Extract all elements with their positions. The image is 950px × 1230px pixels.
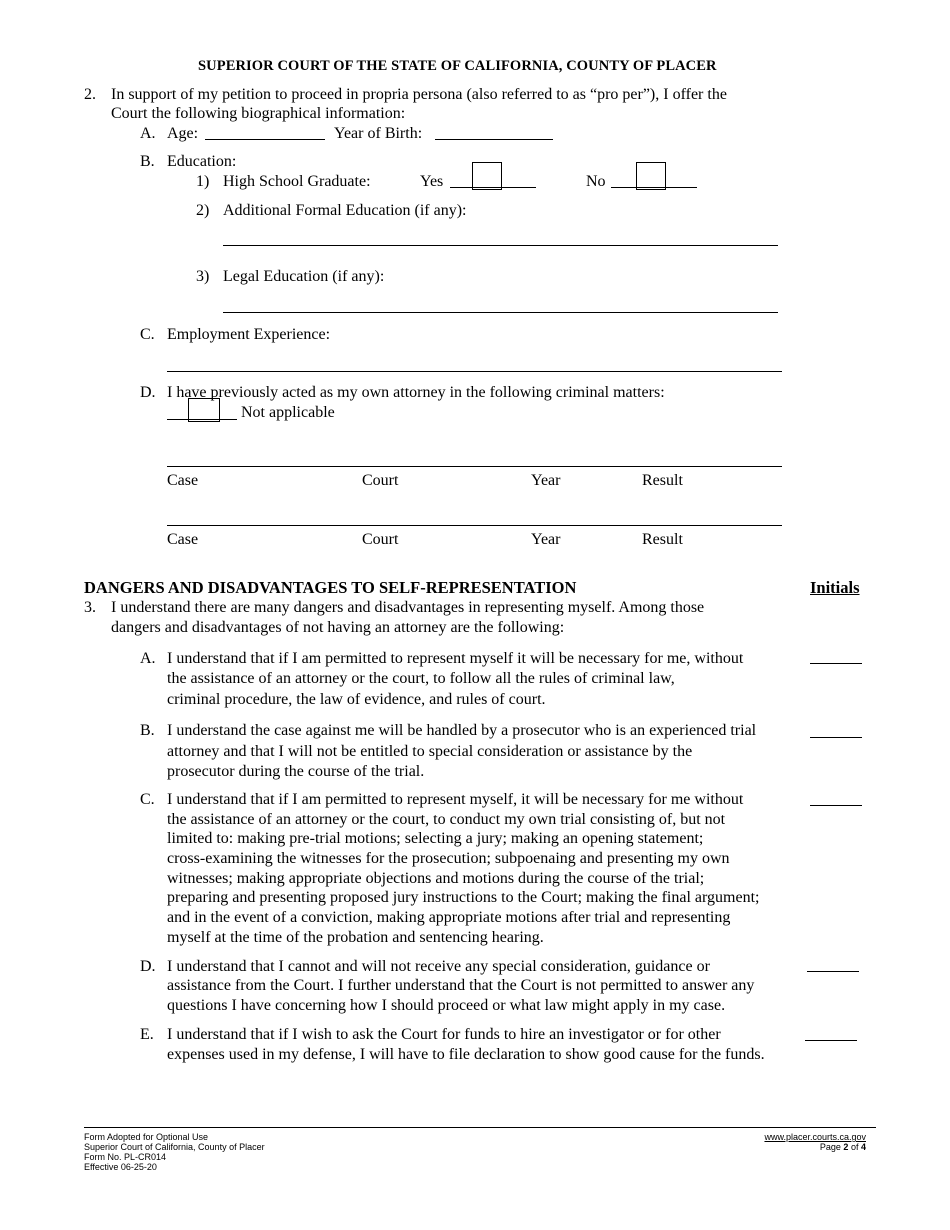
- matter-row-2-year: Year: [531, 531, 561, 548]
- matter-row-2-court: Court: [362, 531, 399, 548]
- initials-heading: Initials: [810, 578, 860, 597]
- danger-d-line2: assistance from the Court. I further understand that the Court is not permitted to answer any: [167, 977, 755, 994]
- danger-c-line6: preparing and presenting proposed jury instructions to the Court; making the final argument;: [167, 889, 760, 906]
- danger-d-line3: questions I have concerning how I should proceed or what law might apply in my case.: [167, 997, 726, 1014]
- item-2-number: 2.: [84, 86, 96, 103]
- footer-line-4: Effective 06-25-20: [84, 1162, 157, 1172]
- year-of-birth-label: Year of Birth:: [334, 125, 423, 142]
- not-applicable-checkbox[interactable]: [188, 398, 220, 422]
- footer-line-2: Superior Court of California, County of Placer: [84, 1142, 265, 1152]
- danger-b-line3: prosecutor during the course of the trial.: [167, 763, 425, 780]
- page-indicator: [820, 1142, 866, 1152]
- danger-a-line2: the assistance of an attorney or the court, to follow all the rules of criminal law,: [167, 670, 675, 687]
- formal-education-label: Additional Formal Education (if any):: [223, 202, 467, 219]
- legal-education-number: 3): [196, 268, 210, 285]
- employment-field[interactable]: [167, 371, 782, 372]
- matter-row-2-line[interactable]: [167, 525, 782, 526]
- matter-row-1-year: Year: [531, 472, 561, 489]
- danger-b-letter: B.: [140, 722, 155, 739]
- matter-row-1-line[interactable]: [167, 466, 782, 467]
- danger-a-line1: I understand that if I am permitted to represent myself it will be necessary for me, without: [167, 650, 744, 667]
- danger-d-letter: D.: [140, 958, 156, 975]
- matter-row-1-result: Result: [642, 472, 683, 489]
- legal-education-label: Legal Education (if any):: [223, 268, 385, 285]
- danger-a-line3: criminal procedure, the law of evidence, and rules of court.: [167, 691, 546, 708]
- danger-c-line2: the assistance of an attorney or the court, to conduct my own trial consisting of, but not: [167, 811, 726, 828]
- prior-matters-label: I have previously acted as my own attorney in the following criminal matters:: [167, 384, 665, 401]
- page-total: 4: [860, 1142, 866, 1152]
- item-2d-letter: D.: [140, 384, 156, 401]
- initials-a-field[interactable]: [810, 663, 862, 664]
- hs-no-checkbox[interactable]: [636, 162, 666, 190]
- danger-c-line7: and in the event of a conviction, making appropriate motions after trial and representing: [167, 909, 731, 926]
- legal-education-field[interactable]: [223, 312, 778, 313]
- footer-line-1: Form Adopted for Optional Use: [84, 1132, 209, 1142]
- danger-a-letter: A.: [140, 650, 156, 667]
- dangers-heading: DANGERS AND DISADVANTAGES TO SELF-REPRESENTATION: [84, 578, 577, 597]
- danger-c-line4: cross-examining the witnesses for the prosecution; subpoenaing and presenting my own: [167, 850, 730, 867]
- page-number: 2: [843, 1142, 849, 1152]
- age-field[interactable]: [205, 139, 325, 140]
- danger-b-line2: attorney and that I will not be entitled to special consideration or assistance by the: [167, 743, 693, 760]
- item-3-number: 3.: [84, 599, 96, 616]
- formal-education-number: 2): [196, 202, 210, 219]
- footer-line-3: Form No. PL-CR014: [84, 1152, 167, 1162]
- court-title: SUPERIOR COURT OF THE STATE OF CALIFORNIA, COUNTY OF PLACER: [198, 58, 717, 74]
- danger-b-line1: I understand the case against me will be handled by a prosecutor who is an experienced trial: [167, 722, 757, 739]
- matter-row-1-case: Case: [167, 472, 199, 489]
- year-of-birth-field[interactable]: [435, 139, 553, 140]
- education-label: Education:: [167, 153, 237, 170]
- item-3-intro-line1: I understand there are many dangers and disadvantages in representing myself. Among those: [111, 599, 705, 616]
- matter-row-2-case: Case: [167, 531, 199, 548]
- page-prefix: Page: [819, 1142, 841, 1152]
- age-label: Age:: [167, 125, 199, 142]
- court-website-link[interactable]: www.placer.courts.ca.gov: [764, 1132, 866, 1142]
- matter-row-2-result: Result: [642, 531, 683, 548]
- danger-d-line1: I understand that I cannot and will not receive any special consideration, guidance or: [167, 958, 710, 975]
- initials-c-field[interactable]: [810, 805, 862, 806]
- footer-rule: [84, 1127, 876, 1128]
- hs-graduate-number: 1): [196, 173, 210, 190]
- employment-label: Employment Experience:: [167, 326, 331, 343]
- formal-education-field[interactable]: [223, 245, 778, 246]
- danger-c-line5: witnesses; making appropriate objections and motions during the course of the trial;: [167, 870, 705, 887]
- item-2a-letter: A.: [140, 125, 156, 142]
- initials-b-field[interactable]: [810, 737, 862, 738]
- item-2-intro-line2: Court the following biographical information:: [111, 105, 406, 122]
- hs-graduate-label: High School Graduate:: [223, 173, 371, 190]
- danger-c-line3: limited to: making pre-trial motions; selecting a jury; making an opening statement;: [167, 830, 704, 847]
- item-3-intro-line2: dangers and disadvantages of not having an attorney are the following:: [111, 619, 565, 636]
- danger-e-line2: expenses used in my defense, I will have to file declaration to show good cause for the funds.: [167, 1046, 765, 1063]
- hs-no-label: No: [586, 173, 606, 190]
- item-2-intro-line1: In support of my petition to proceed in propria persona (also referred to as “pro per”), I offer the: [111, 86, 727, 103]
- danger-e-letter: E.: [140, 1026, 154, 1043]
- initials-d-field[interactable]: [807, 971, 859, 972]
- item-2c-letter: C.: [140, 326, 155, 343]
- hs-yes-label: Yes: [420, 173, 444, 190]
- danger-c-letter: C.: [140, 791, 155, 808]
- not-applicable-label: Not applicable: [241, 404, 335, 421]
- item-2b-letter: B.: [140, 153, 155, 170]
- matter-row-1-court: Court: [362, 472, 399, 489]
- hs-yes-checkbox[interactable]: [472, 162, 502, 190]
- danger-e-line1: I understand that if I wish to ask the Court for funds to hire an investigator or for other: [167, 1026, 721, 1043]
- page-of: of: [850, 1142, 859, 1152]
- danger-c-line1: I understand that if I am permitted to represent myself, it will be necessary for me without: [167, 791, 744, 808]
- danger-c-line8: myself at the time of the probation and sentencing hearing.: [167, 929, 544, 946]
- initials-e-field[interactable]: [805, 1040, 857, 1041]
